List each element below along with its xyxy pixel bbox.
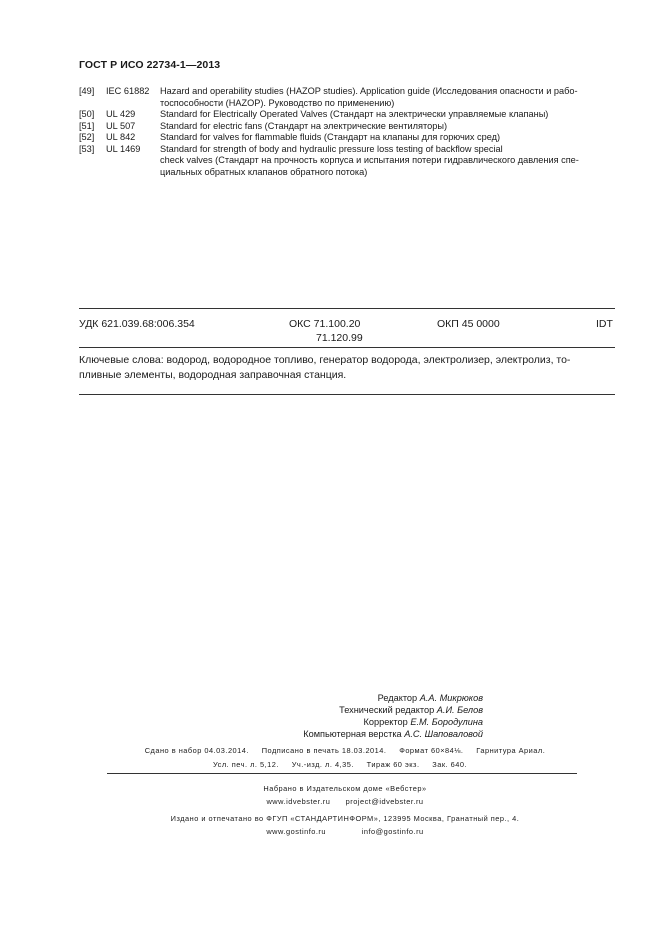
imprint-line: Усл. печ. л. 5,12. Уч.-изд. л. 4,35. Тираж 60 экз. Зак. 640. — [212, 760, 468, 769]
tech-editor-label: Технический редактор — [339, 705, 435, 715]
ref-code: UL 429 — [106, 109, 136, 119]
layout-label: Компьютерная верстка — [303, 729, 402, 739]
ref-title-line: Hazard and operability studies (HAZOP studies). Application guide (Исследования опасности и рабо- — [160, 86, 578, 96]
bibliography-item — [79, 121, 619, 133]
ref-title-line: Standard for strength of body and hydraulic pressure loss testing of backflow special — [160, 143, 503, 154]
corrector-line — [233, 716, 483, 728]
idt-mark: IDT — [596, 318, 613, 330]
editor-label: Редактор — [377, 693, 418, 703]
keywords-line: Ключевые слова: водород, водородное топливо, генератор водорода, электролизер, электролиз, то- — [79, 354, 571, 366]
ref-number: [52] — [79, 132, 95, 142]
layout-name: А.С. Шаповаловой — [404, 729, 483, 739]
oks-code-secondary: 71.120.99 — [316, 332, 363, 344]
divider — [79, 308, 615, 309]
bibliography-item — [79, 144, 619, 179]
udk-code: УДК 621.039.68:006.354 — [79, 318, 195, 330]
tech-editor-name: А.И. Белов — [436, 705, 483, 715]
ref-code: UL 1469 — [106, 143, 141, 154]
bibliography-item — [79, 86, 619, 109]
ref-number: [49] — [79, 86, 95, 96]
credits-block — [233, 692, 483, 740]
editor-line — [233, 692, 483, 704]
divider — [107, 773, 577, 774]
divider — [79, 394, 615, 395]
corrector-label: Корректор — [363, 717, 408, 727]
typeset-line: Набрано в Издательском доме «Вебстер» — [263, 784, 427, 793]
ref-title-line: тоспособности (HAZOP). Руководство по применению) — [160, 97, 395, 108]
document-header: ГОСТ Р ИСО 22734-1—2013 — [79, 59, 221, 71]
printer-line: Издано и отпечатано во ФГУП «СТАНДАРТИНФОРМ», 123995 Москва, Гранатный пер., 4. — [170, 814, 520, 823]
ref-code: UL 842 — [106, 132, 136, 142]
tech-editor-line — [233, 704, 483, 716]
bibliography-item — [79, 132, 619, 144]
bibliography-list — [79, 86, 619, 178]
ref-title-line: check valves (Стандарт на прочность корпуса и испытания потери гидравлического давления спе- — [160, 155, 579, 165]
editor-name: А.А. Микрюков — [419, 693, 483, 703]
ref-title-line: Standard for Electrically Operated Valves (Стандарт на электрически управляемые клапаны) — [160, 109, 549, 119]
keywords-line: пливные элементы, водородная заправочная станция. — [79, 369, 347, 381]
ref-title-line: Standard for valves for flammable fluids (Стандарт на клапаны для горючих сред) — [160, 132, 501, 142]
okp-code: ОКП 45 0000 — [437, 318, 500, 330]
ref-code: UL 507 — [106, 120, 136, 131]
keywords — [79, 353, 615, 383]
ref-number: [53] — [79, 143, 95, 154]
ref-title-line: циальных обратных клапанов обратного потока) — [160, 166, 368, 177]
ref-title-line: Standard for electric fans (Стандарт на электрические вентиляторы) — [160, 120, 448, 131]
bibliography-item — [79, 109, 619, 121]
ref-number: [50] — [79, 109, 95, 119]
ref-number: [51] — [79, 120, 95, 131]
printer-contacts: www.gostinfo.ru info@gostinfo.ru — [266, 827, 424, 836]
ref-code: IEC 61882 — [106, 86, 150, 96]
imprint-line: Сдано в набор 04.03.2014. Подписано в печать 18.03.2014. Формат 60×84⅛. Гарнитура Ариал. — [144, 746, 546, 755]
divider — [79, 347, 615, 348]
layout-line — [233, 728, 483, 740]
corrector-name: Е.М. Бородулина — [410, 717, 483, 727]
typeset-contacts: www.idvebster.ru project@idvebster.ru — [266, 797, 424, 806]
oks-code: ОКС 71.100.20 — [289, 318, 361, 330]
